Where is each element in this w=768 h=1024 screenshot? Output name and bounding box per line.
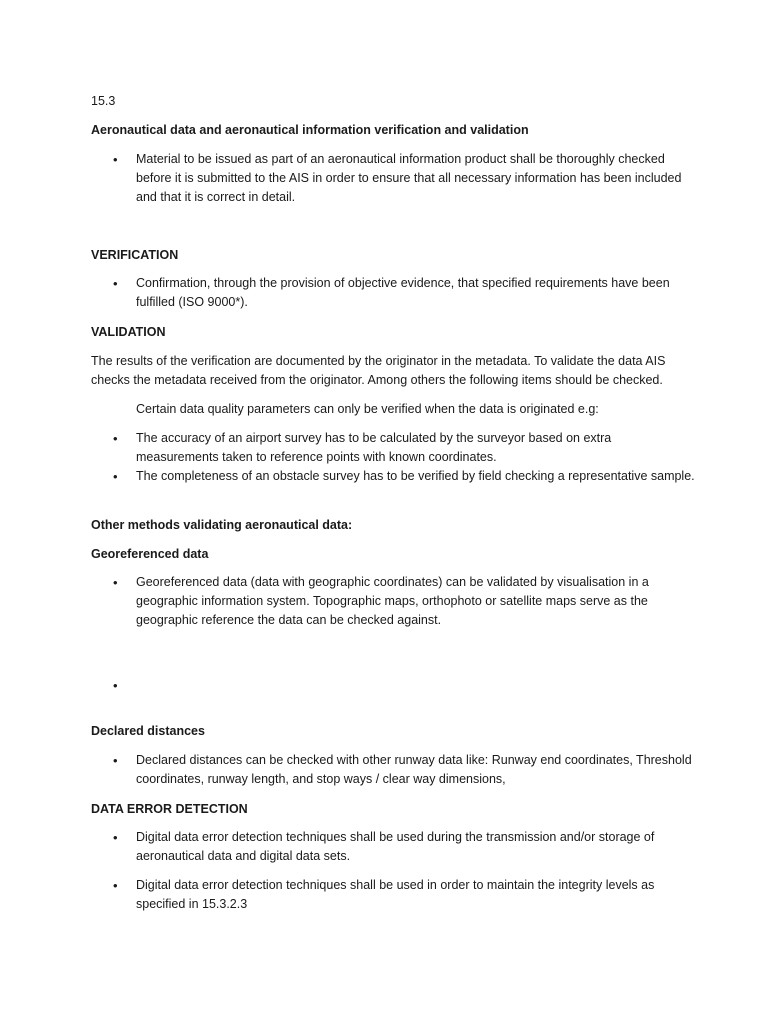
section-number: 15.3 xyxy=(91,94,116,108)
bullet-mark: • xyxy=(113,276,118,291)
empty-bullet-mark: • xyxy=(113,678,118,693)
georeferenced-bullet-text: Georeferenced data (data with geographic coordinates) can be validated by visualisation in a geographic information system. Topographic maps, orthophoto or satellite maps serve as the geographic reference the data can be checked against. xyxy=(136,575,649,627)
intro-bullet-text: Material to be issued as part of an aeronautical information product shall be thoroughly checked before it is submitted to the AIS in order to ensure that all necessary information has been included and that it is correct in detail. xyxy=(136,152,682,204)
validation-bullet-2: The completeness of an obstacle survey has to be verified by field checking a representative sample. xyxy=(136,469,695,483)
other-methods-heading: Other methods validating aeronautical data: xyxy=(91,518,353,532)
validation-paragraph: The results of the verification are documented by the originator in the metadata. To validate the data AIS checks the metadata received from the originator. Among others the following items should be checked. xyxy=(91,354,666,387)
validation-bullet-1: The accuracy of an airport survey has to be calculated by the surveyor based on extra measurements taken to reference points with known coordinates. xyxy=(136,431,612,464)
data-error-bullet-2: Digital data error detection techniques shall be used in order to maintain the integrity levels as specified in 15.3.2.3 xyxy=(136,878,655,911)
bullet-mark: • xyxy=(113,152,118,167)
validation-indented-note: Certain data quality parameters can only be verified when the data is originated e.g: xyxy=(136,402,599,416)
verification-heading: VERIFICATION xyxy=(91,248,179,262)
declared-distances-bullet-text: Declared distances can be checked with other runway data like: Runway end coordinates, Threshold coordinates, runway length, and stop ways / clear way dimensions, xyxy=(136,753,692,786)
declared-distances-heading: Declared distances xyxy=(91,724,205,738)
section-title: Aeronautical data and aeronautical information verification and validation xyxy=(91,123,529,137)
verification-bullet-text: Confirmation, through the provision of objective evidence, that specified requirements have been fulfilled (ISO 9000*). xyxy=(136,276,670,309)
bullet-mark: • xyxy=(113,575,118,590)
bullet-mark: • xyxy=(113,830,118,845)
data-error-detection-heading: DATA ERROR DETECTION xyxy=(91,802,248,816)
bullet-mark: • xyxy=(113,431,118,446)
validation-heading: VALIDATION xyxy=(91,325,166,339)
georeferenced-heading: Georeferenced data xyxy=(91,547,209,561)
data-error-bullet-1: Digital data error detection techniques shall be used during the transmission and/or storage of aeronautical data and digital data sets. xyxy=(136,830,655,863)
bullet-mark: • xyxy=(113,753,118,768)
bullet-mark: • xyxy=(113,878,118,893)
bullet-mark: • xyxy=(113,469,118,484)
